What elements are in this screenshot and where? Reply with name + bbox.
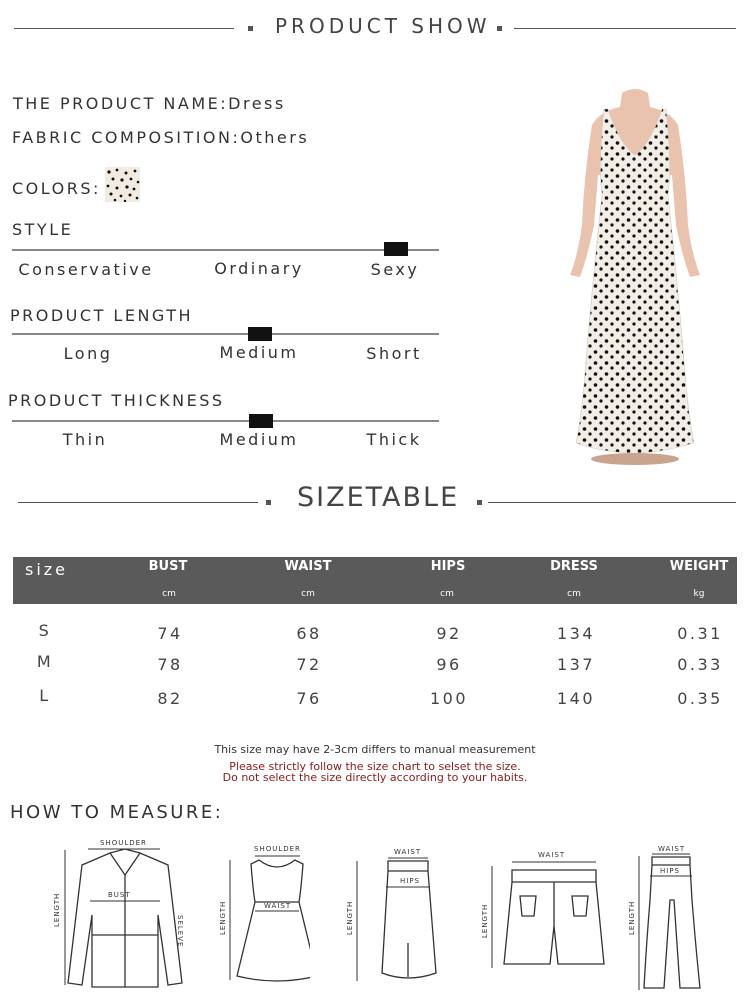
length-label: LENGTH (346, 900, 354, 935)
color-swatch[interactable] (105, 167, 140, 202)
weight-cell: 0.35 (677, 689, 723, 708)
size-cell: L (39, 686, 51, 705)
shoulder-label: SHOULDER (254, 845, 301, 853)
length-label: LENGTH (53, 892, 61, 927)
bust-cell: 74 (157, 624, 183, 643)
skirt-measure-diagram (342, 843, 442, 988)
note-measurement: This size may have 2-3cm differs to manual measurement (214, 743, 536, 756)
thickness-tick-thin: Thin (62, 430, 108, 449)
waist-label: WAIST (658, 845, 686, 853)
note-habits: Do not select the size directly according to your habits. (222, 771, 528, 784)
dress-measure-diagram (215, 840, 310, 990)
style-title: STYLE (12, 220, 74, 239)
sizetable-bullet-left (266, 500, 271, 505)
waist-cell: 68 (296, 624, 322, 643)
weight-cell: 0.31 (677, 624, 723, 643)
sizetable-rule-right (488, 502, 736, 503)
col-bust-header: BUST (148, 559, 188, 574)
fabric-composition: FABRIC COMPOSITION:Others (12, 128, 310, 147)
col-hips-header: HIPS (430, 559, 466, 574)
col-waist-header: WAIST (284, 559, 332, 574)
header-bullet-right (497, 26, 502, 31)
sizetable-bullet-right (477, 500, 482, 505)
col-weight-header: WEIGHT (669, 559, 729, 574)
hips-label: HIPS (400, 877, 420, 885)
product-dress-illustration (560, 85, 710, 470)
length-marker (248, 327, 272, 341)
product-photo (560, 85, 710, 470)
col-bust-unit: cm (162, 589, 176, 599)
sizetable-rule-left (18, 502, 258, 503)
colors-label: COLORS: (12, 179, 101, 198)
length-tick-long: Long (63, 344, 113, 363)
header-bullet-left (248, 26, 253, 31)
product-name: THE PRODUCT NAME:Dress (13, 94, 286, 113)
length-title: PRODUCT LENGTH (10, 306, 194, 325)
col-weight-unit: kg (693, 589, 705, 599)
polka-dot-swatch-icon (105, 167, 140, 202)
waist-cell: 72 (296, 655, 322, 674)
hips-cell: 100 (429, 689, 469, 708)
weight-cell: 0.33 (677, 655, 723, 674)
sizetable-title: SIZETABLE (297, 482, 460, 513)
length-label: LENGTH (628, 900, 636, 935)
waist-label: WAIST (264, 902, 292, 910)
how-to-measure-title: HOW TO MEASURE: (10, 802, 224, 823)
note-follow-chart: Please strictly follow the size chart to selset the size. (229, 760, 521, 773)
style-tick-conservative: Conservative (18, 260, 154, 279)
header-rule-left (14, 28, 234, 29)
header-rule-right (514, 28, 736, 29)
col-waist-unit: cm (301, 589, 315, 599)
bust-cell: 78 (157, 655, 183, 674)
thickness-tick-thick: Thick (366, 430, 422, 449)
bust-label: BUST (108, 891, 131, 899)
dress-cell: 137 (556, 655, 596, 674)
thickness-tick-medium: Medium (219, 430, 299, 449)
bust-cell: 82 (157, 689, 183, 708)
waist-label: WAIST (538, 851, 566, 859)
hips-cell: 92 (436, 624, 462, 643)
thickness-scale-line (12, 420, 439, 422)
waist-label: WAIST (394, 848, 422, 856)
thickness-title: PRODUCT THICKNESS (8, 391, 225, 410)
style-scale-line (12, 249, 439, 251)
style-tick-sexy: Sexy (370, 260, 420, 279)
col-dress-unit: cm (567, 589, 581, 599)
length-tick-medium: Medium (219, 343, 299, 362)
jacket-measure-diagram (50, 835, 200, 993)
length-scale-line (12, 333, 439, 335)
dress-cell: 140 (556, 689, 596, 708)
size-cell: S (38, 621, 52, 640)
shorts-measure-diagram (476, 846, 616, 974)
col-dress-header: DRESS (550, 559, 598, 574)
length-label: LENGTH (481, 903, 489, 938)
col-size-header: size (25, 560, 69, 579)
size-table-header (13, 557, 737, 604)
col-hips-unit: cm (440, 589, 454, 599)
sleeve-label: SELEVE (176, 915, 184, 948)
length-tick-short: Short (366, 344, 422, 363)
size-cell: M (36, 652, 54, 671)
hips-cell: 96 (436, 655, 462, 674)
thickness-marker (249, 414, 273, 428)
style-tick-ordinary: Ordinary (214, 259, 304, 278)
page-title: PRODUCT SHOW (275, 14, 491, 38)
length-label: LENGTH (219, 900, 227, 935)
style-marker (384, 242, 408, 256)
dress-cell: 134 (556, 624, 596, 643)
waist-cell: 76 (296, 689, 322, 708)
hips-label: HIPS (660, 867, 680, 875)
pants-measure-diagram (624, 840, 719, 995)
shoulder-label: SHOULDER (100, 839, 147, 847)
